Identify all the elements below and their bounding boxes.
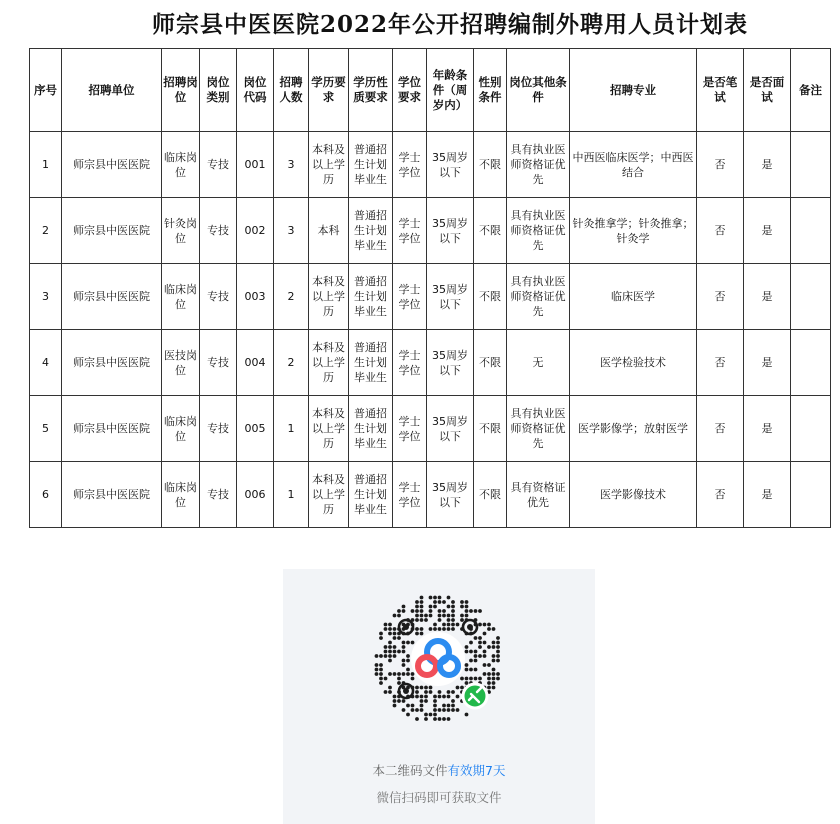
table-cell: 针灸推拿学；针灸推拿；针灸学 xyxy=(570,198,697,264)
table-cell: 3 xyxy=(30,264,62,330)
column-header: 是否笔试 xyxy=(697,49,744,132)
table-row xyxy=(30,264,831,330)
qr-validity-highlight: 有效期7天 xyxy=(447,763,506,778)
table-cell: 35周岁以下 xyxy=(427,396,474,462)
table-cell: 具有执业医师资格证优先 xyxy=(507,396,570,462)
table-cell: 否 xyxy=(697,330,744,396)
table-cell: 2 xyxy=(274,264,309,330)
table-cell: 本科及以上学历 xyxy=(309,462,349,528)
table-cell: 临床岗位 xyxy=(162,396,200,462)
table-row xyxy=(30,198,831,264)
column-header: 性别条件 xyxy=(474,49,507,132)
table-cell: 是 xyxy=(744,462,791,528)
table-cell: 35周岁以下 xyxy=(427,198,474,264)
table-cell: 是 xyxy=(744,396,791,462)
table-cell: 学士学位 xyxy=(393,132,427,198)
table-cell: 学士学位 xyxy=(393,264,427,330)
table-cell: 35周岁以下 xyxy=(427,330,474,396)
table-cell: 不限 xyxy=(474,330,507,396)
table-row xyxy=(30,396,831,462)
table-cell: 师宗县中医医院 xyxy=(62,264,162,330)
table-cell: 002 xyxy=(237,198,274,264)
table-cell: 是 xyxy=(744,264,791,330)
table-cell: 师宗县中医医院 xyxy=(62,330,162,396)
table-cell: 临床岗位 xyxy=(162,264,200,330)
table-cell: 2 xyxy=(30,198,62,264)
table-cell: 普通招生计划毕业生 xyxy=(349,462,393,528)
table-cell: 6 xyxy=(30,462,62,528)
column-header: 备注 xyxy=(791,49,831,132)
table-cell: 师宗县中医医院 xyxy=(62,198,162,264)
table-cell: 35周岁以下 xyxy=(427,264,474,330)
table-cell: 35周岁以下 xyxy=(427,132,474,198)
table-cell: 003 xyxy=(237,264,274,330)
table-cell: 学士学位 xyxy=(393,330,427,396)
table-cell xyxy=(791,396,831,462)
table-row xyxy=(30,330,831,396)
table-cell: 普通招生计划毕业生 xyxy=(349,198,393,264)
wechat-link-badge-icon xyxy=(463,684,487,708)
qr-scan-instruction: 微信扫码即可获取文件 xyxy=(376,790,502,805)
table-row xyxy=(30,462,831,528)
table-cell: 不限 xyxy=(474,462,507,528)
table-cell: 1 xyxy=(274,396,309,462)
qr-code[interactable] xyxy=(368,589,508,729)
qr-code-card xyxy=(283,569,595,824)
table-cell: 专技 xyxy=(200,396,237,462)
table-cell xyxy=(791,198,831,264)
table-cell: 学士学位 xyxy=(393,198,427,264)
table-cell: 本科及以上学历 xyxy=(309,264,349,330)
column-header: 招聘岗位 xyxy=(162,49,200,132)
table-cell: 学士学位 xyxy=(393,396,427,462)
qr-validity-prefix: 本二维码文件 xyxy=(372,763,448,778)
table-cell: 不限 xyxy=(474,264,507,330)
table-cell: 3 xyxy=(274,198,309,264)
table-cell: 无 xyxy=(507,330,570,396)
table-cell xyxy=(791,132,831,198)
table-cell xyxy=(791,264,831,330)
table-cell: 5 xyxy=(30,396,62,462)
table-cell: 本科及以上学历 xyxy=(309,132,349,198)
table-cell xyxy=(791,462,831,528)
table-cell: 2 xyxy=(274,330,309,396)
table-cell: 4 xyxy=(30,330,62,396)
table-cell: 是 xyxy=(744,198,791,264)
column-header: 是否面试 xyxy=(744,49,791,132)
table-cell: 35周岁以下 xyxy=(427,462,474,528)
table-cell: 临床岗位 xyxy=(162,462,200,528)
table-cell: 是 xyxy=(744,132,791,198)
table-cell: 本科及以上学历 xyxy=(309,396,349,462)
table-cell: 医学影像技术 xyxy=(570,462,697,528)
table-cell: 001 xyxy=(237,132,274,198)
table-cell: 3 xyxy=(274,132,309,198)
table-cell: 普通招生计划毕业生 xyxy=(349,264,393,330)
table-cell: 学士学位 xyxy=(393,462,427,528)
table-cell: 具有资格证优先 xyxy=(507,462,570,528)
table-row xyxy=(30,132,831,198)
column-header: 学位要求 xyxy=(393,49,427,132)
table-cell: 具有执业医师资格证优先 xyxy=(507,132,570,198)
column-header: 学历要求 xyxy=(309,49,349,132)
table-cell: 是 xyxy=(744,330,791,396)
table-cell: 本科及以上学历 xyxy=(309,330,349,396)
table-cell: 1 xyxy=(30,132,62,198)
table-cell: 否 xyxy=(697,264,744,330)
column-header: 招聘单位 xyxy=(62,49,162,132)
column-header: 招聘人数 xyxy=(274,49,309,132)
table-cell: 普通招生计划毕业生 xyxy=(349,132,393,198)
table-cell: 004 xyxy=(237,330,274,396)
table-cell: 医学影像学；放射医学 xyxy=(570,396,697,462)
table-cell: 师宗县中医医院 xyxy=(62,132,162,198)
table-cell: 针灸岗位 xyxy=(162,198,200,264)
table-cell: 医技岗位 xyxy=(162,330,200,396)
table-cell: 否 xyxy=(697,198,744,264)
table-cell: 普通招生计划毕业生 xyxy=(349,396,393,462)
column-header: 岗位代码 xyxy=(237,49,274,132)
column-header: 岗位其他条件 xyxy=(507,49,570,132)
qr-validity-text xyxy=(283,761,595,779)
table-cell xyxy=(791,330,831,396)
table-cell: 1 xyxy=(274,462,309,528)
table-cell: 专技 xyxy=(200,264,237,330)
column-header: 招聘专业 xyxy=(570,49,697,132)
table-cell: 医学检验技术 xyxy=(570,330,697,396)
table-cell: 本科 xyxy=(309,198,349,264)
table-cell: 师宗县中医医院 xyxy=(62,462,162,528)
table-cell: 006 xyxy=(237,462,274,528)
table-cell: 专技 xyxy=(200,462,237,528)
table-cell: 临床医学 xyxy=(570,264,697,330)
table-cell: 具有执业医师资格证优先 xyxy=(507,198,570,264)
table-cell: 不限 xyxy=(474,132,507,198)
table-cell: 临床岗位 xyxy=(162,132,200,198)
page-title: 师宗县中医医院2022年公开招聘编制外聘用人员计划表 xyxy=(151,11,748,38)
table-cell: 师宗县中医医院 xyxy=(62,396,162,462)
column-header: 学历性质要求 xyxy=(349,49,393,132)
table-cell: 专技 xyxy=(200,330,237,396)
table-cell: 具有执业医师资格证优先 xyxy=(507,264,570,330)
table-cell: 否 xyxy=(697,396,744,462)
table-cell: 否 xyxy=(697,132,744,198)
table-cell: 不限 xyxy=(474,198,507,264)
table-cell: 专技 xyxy=(200,198,237,264)
column-header: 序号 xyxy=(30,49,62,132)
table-cell: 005 xyxy=(237,396,274,462)
table-cell: 中西医临床医学；中西医结合 xyxy=(570,132,697,198)
table-cell: 专技 xyxy=(200,132,237,198)
table-cell: 否 xyxy=(697,462,744,528)
column-header: 年龄条件（周岁内） xyxy=(427,49,474,132)
table-cell: 不限 xyxy=(474,396,507,462)
table-cell: 普通招生计划毕业生 xyxy=(349,330,393,396)
recruitment-plan-table xyxy=(29,48,831,528)
column-header: 岗位类别 xyxy=(200,49,237,132)
table-header-row xyxy=(30,49,831,132)
